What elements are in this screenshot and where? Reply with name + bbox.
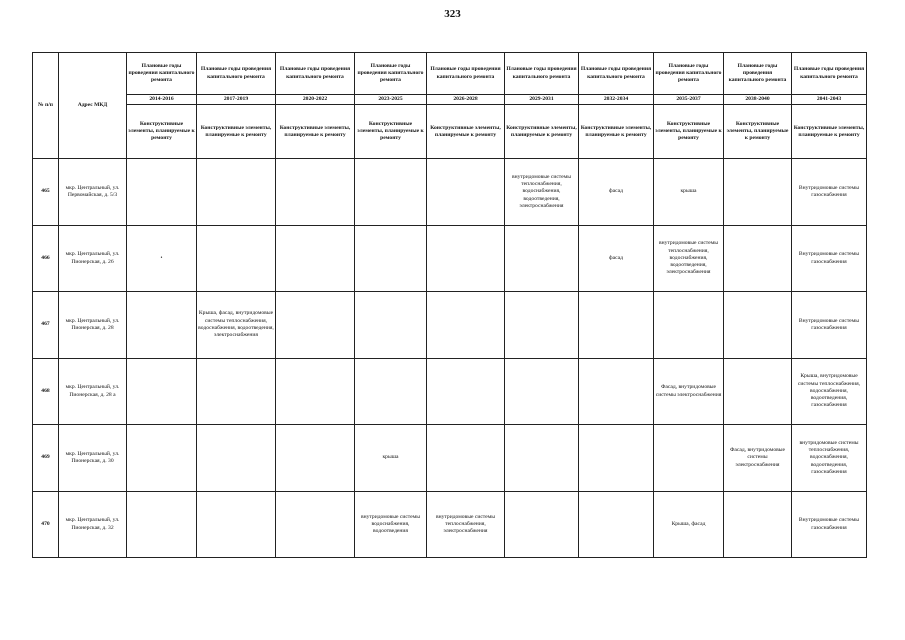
period-2032-2034: 2032-2034	[579, 95, 654, 105]
period-2041-2043: 2041-2043	[792, 95, 867, 105]
repair-cell-2026-2028	[427, 225, 505, 292]
period-2029-2031: 2029-2031	[505, 95, 579, 105]
repair-cell-2026-2028	[427, 292, 505, 359]
row-address: мкр. Центральный, ул. Первомайская, д. 5/3	[59, 159, 127, 226]
row-number: 468	[33, 358, 59, 425]
table-row	[33, 159, 867, 226]
repair-cell-2032-2034: фасад	[579, 159, 654, 226]
table-row	[33, 358, 867, 425]
repair-cell-2029-2031	[505, 491, 579, 558]
repair-cell-2020-2022	[276, 225, 355, 292]
elements-label: Конструктивные элементы, планируемые к ремонту	[355, 105, 427, 159]
repair-cell-2035-2037: Фасад, внутридомовые системы электроснабжения	[654, 358, 724, 425]
repair-cell-2017-2019	[197, 225, 276, 292]
repair-cell-2017-2019	[197, 159, 276, 226]
row-address: мкр. Центральный, ул. Пионерская, д. 28 а	[59, 358, 127, 425]
repair-cell-2041-2043: Внутридомовые системы газоснабжения	[792, 159, 867, 226]
period-2038-2040: 2038-2040	[724, 95, 792, 105]
repair-cell-2023-2025	[355, 225, 427, 292]
period-2017-2019: 2017-2019	[197, 95, 276, 105]
repair-cell-2023-2025: внутридомовые системы водоснабжения, водоотведения	[355, 491, 427, 558]
repair-cell-2026-2028: внутридомовые системы теплоснабжения, электроснабжения	[427, 491, 505, 558]
repair-cell-2020-2022	[276, 358, 355, 425]
table-row	[33, 225, 867, 292]
repair-cell-2026-2028	[427, 159, 505, 226]
elements-label: Конструктивные элементы, планируемые к ремонту	[579, 105, 654, 159]
repair-cell-2017-2019	[197, 425, 276, 492]
plan-years-label: Плановые годы проведения капитального ремонта	[724, 53, 792, 95]
repair-cell-2020-2022	[276, 292, 355, 359]
elements-label: Конструктивные элементы, планируемые к ремонту	[724, 105, 792, 159]
elements-label: Конструктивные элементы, планируемые к ремонту	[427, 105, 505, 159]
repair-cell-2029-2031	[505, 425, 579, 492]
plan-years-label: Плановые годы проведения капитального ремонта	[276, 53, 355, 95]
table-body	[33, 159, 867, 558]
repair-cell-2038-2040	[724, 491, 792, 558]
elements-label: Конструктивные элементы, планируемые к ремонту	[792, 105, 867, 159]
repair-cell-2041-2043: Внутридомовые системы газоснабжения	[792, 292, 867, 359]
repair-cell-2014-2016	[127, 358, 197, 425]
row-number: 465	[33, 159, 59, 226]
repair-cell-2035-2037: крыша	[654, 159, 724, 226]
repair-cell-2020-2022	[276, 425, 355, 492]
repair-cell-2023-2025	[355, 292, 427, 359]
repair-cell-2017-2019	[197, 358, 276, 425]
repair-cell-2026-2028	[427, 358, 505, 425]
repair-cell-2023-2025: крыша	[355, 425, 427, 492]
repair-cell-2038-2040	[724, 225, 792, 292]
repair-cell-2035-2037	[654, 425, 724, 492]
repair-cell-2041-2043: Крыша, внутридомовые системы теплоснабжения, водоснабжения, водоотведения, газоснабжения	[792, 358, 867, 425]
repair-cell-2038-2040	[724, 292, 792, 359]
repair-cell-2029-2031	[505, 225, 579, 292]
row-number: 470	[33, 491, 59, 558]
period-2014-2016: 2014-2016	[127, 95, 197, 105]
elements-label: Конструктивные элементы, планируемые к ремонту	[127, 105, 197, 159]
plan-years-label: Плановые годы проведения капитального ремонта	[579, 53, 654, 95]
repair-cell-2035-2037	[654, 292, 724, 359]
repair-cell-2014-2016	[127, 425, 197, 492]
table-row	[33, 292, 867, 359]
row-number: 467	[33, 292, 59, 359]
repair-cell-2038-2040	[724, 159, 792, 226]
column-header-address: Адрес МКД	[59, 53, 127, 159]
repair-cell-2023-2025	[355, 159, 427, 226]
period-2035-2037: 2035-2037	[654, 95, 724, 105]
repair-cell-2029-2031	[505, 292, 579, 359]
row-address: мкр. Центральный, ул. Пионерская, д. 30	[59, 425, 127, 492]
repair-cell-2026-2028	[427, 425, 505, 492]
elements-label: Конструктивные элементы, планируемые к ремонту	[654, 105, 724, 159]
column-header-number: № п/п	[33, 53, 59, 159]
repair-cell-2032-2034	[579, 491, 654, 558]
repair-cell-2020-2022	[276, 491, 355, 558]
repair-cell-2041-2043: внутридомовые системы теплоснабжения, водоснабжения, водоотведения, газоснабжения	[792, 425, 867, 492]
repair-cell-2038-2040: Фасад, внутридомовые системы электроснабжения	[724, 425, 792, 492]
period-2026-2028: 2026-2028	[427, 95, 505, 105]
repair-cell-2032-2034	[579, 358, 654, 425]
repair-cell-2041-2043: Внутридомовые системы газоснабжения	[792, 225, 867, 292]
repair-cell-2032-2034	[579, 292, 654, 359]
repair-cell-2023-2025	[355, 358, 427, 425]
repair-cell-2017-2019: Крыша, фасад, внутридомовые системы теплоснабжения, водоснабжения, водоотведения, электроснабжения	[197, 292, 276, 359]
plan-years-label: Плановые годы проведения капитального ремонта	[427, 53, 505, 95]
repair-cell-2041-2043: Внутридомовые системы газоснабжения	[792, 491, 867, 558]
row-number: 466	[33, 225, 59, 292]
capital-repair-schedule-table	[32, 52, 867, 558]
repair-cell-2014-2016	[127, 491, 197, 558]
period-2020-2022: 2020-2022	[276, 95, 355, 105]
table-row	[33, 425, 867, 492]
row-address: мкр. Центральный, ул. Пионерская, д. 28	[59, 292, 127, 359]
elements-label: Конструктивные элементы, планируемые к ремонту	[505, 105, 579, 159]
repair-cell-2014-2016	[127, 292, 197, 359]
table-row	[33, 491, 867, 558]
plan-years-label: Плановые годы проведения капитального ремонта	[355, 53, 427, 95]
elements-label: Конструктивные элементы, планируемые к ремонту	[276, 105, 355, 159]
repair-cell-2014-2016: •	[127, 225, 197, 292]
repair-cell-2035-2037: Крыша, фасад	[654, 491, 724, 558]
repair-cell-2014-2016	[127, 159, 197, 226]
period-2023-2025: 2023-2025	[355, 95, 427, 105]
repair-cell-2020-2022	[276, 159, 355, 226]
repair-cell-2032-2034	[579, 425, 654, 492]
row-address: мкр. Центральный, ул. Пионерская, д. 32	[59, 491, 127, 558]
repair-cell-2035-2037: внутридомовые системы теплоснабжения, водоснабжения, водоотведения, электроснабжения	[654, 225, 724, 292]
plan-years-label: Плановые годы проведения капитального ремонта	[505, 53, 579, 95]
repair-cell-2038-2040	[724, 358, 792, 425]
row-address: мкр. Центральный, ул. Пионерская, д. 26	[59, 225, 127, 292]
plan-years-label: Плановые годы проведения капитального ремонта	[654, 53, 724, 95]
plan-years-label: Плановые годы проведения капитального ремонта	[197, 53, 276, 95]
repair-cell-2017-2019	[197, 491, 276, 558]
repair-cell-2029-2031: внутридомовые системы теплоснабжения, водоснабжения, водоотведения, электроснабжения	[505, 159, 579, 226]
repair-cell-2032-2034: фасад	[579, 225, 654, 292]
row-number: 469	[33, 425, 59, 492]
page-number: 323	[444, 8, 461, 20]
elements-label: Конструктивные элементы, планируемые к ремонту	[197, 105, 276, 159]
repair-cell-2029-2031	[505, 358, 579, 425]
plan-years-label: Плановые годы проведения капитального ремонта	[127, 53, 197, 95]
plan-years-label: Плановые годы проведения капитального ремонта	[792, 53, 867, 95]
